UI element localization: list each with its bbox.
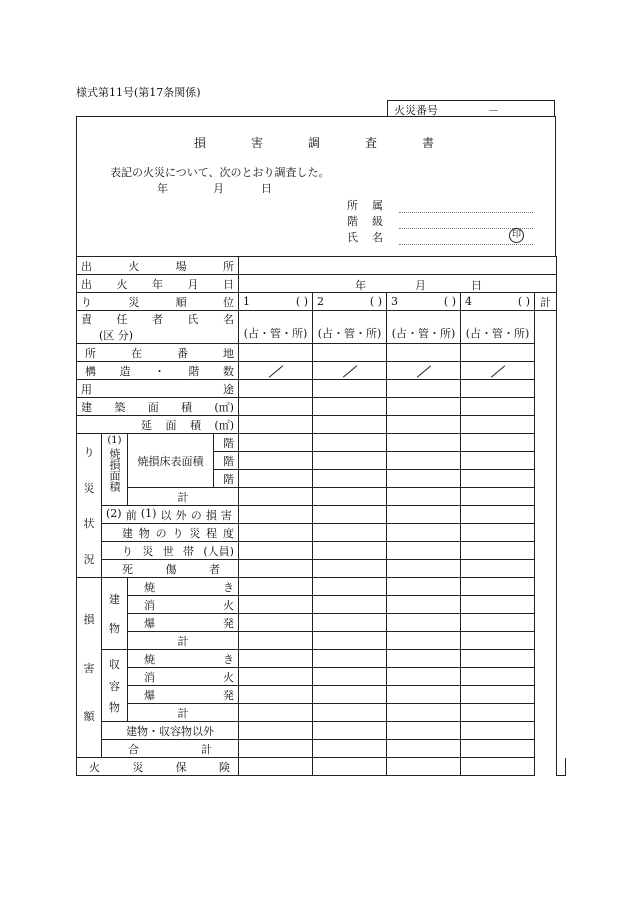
label-structure: 構 造 ・ 階 数	[85, 364, 234, 378]
row-contents-explosion: 爆 発	[77, 686, 566, 704]
structure-slash-4[interactable]	[461, 362, 535, 380]
row-contents-total: 計	[77, 704, 566, 722]
intro-text: 表記の火災について、次のとおり調査した。	[110, 166, 330, 179]
category-3[interactable]: (占・管・所)	[387, 311, 461, 344]
signer-rank-label: 階 級	[347, 215, 383, 228]
name-line	[399, 244, 533, 245]
order-col-1: 1 ( )	[239, 293, 313, 311]
fire-number-label: 火災番号	[394, 104, 438, 117]
row-building-total: 計	[77, 632, 566, 650]
row-address	[77, 344, 566, 362]
row-use	[77, 380, 566, 398]
label-burn-total: 計	[128, 488, 239, 506]
category-2[interactable]: (占・管・所)	[313, 311, 387, 344]
label-floor-area: 延 面 積 (㎡)	[141, 418, 234, 432]
label-building-area: 建 築 面 積 (㎡)	[81, 400, 234, 414]
row-burn-1: り 災 状 況 (1) 焼損面積 焼損床表面積 階	[77, 434, 566, 452]
row-degree	[77, 524, 566, 542]
order-col-3: 3 ( )	[387, 293, 461, 311]
row-other-damage	[77, 506, 566, 524]
row-casualties	[77, 560, 566, 578]
label-responsible-sub: (区 分)	[99, 329, 134, 342]
label-use: 用 途	[81, 382, 234, 396]
label-contents: 収 容 物	[102, 650, 128, 722]
order-col-4: 4 ( )	[461, 293, 535, 311]
row-grand-total	[77, 740, 566, 758]
signer-name-label: 氏 名	[347, 231, 383, 244]
order-col-2: 2 ( )	[313, 293, 387, 311]
value-date[interactable]: 年 月 日	[239, 275, 557, 293]
label-degree: 建 物 の り 災 程 度	[122, 526, 234, 540]
label-other-damage: (2) 前 (1) 以 外 の 損 害	[106, 506, 232, 522]
row-contents-extinguish: 消 火	[77, 668, 566, 686]
row-date	[77, 275, 566, 293]
row-building-explosion: 爆 発	[77, 614, 566, 632]
label-origin: 出 火 場 所	[81, 259, 234, 273]
category-4[interactable]: (占・管・所)	[461, 311, 535, 344]
row-burn-2: 階	[77, 452, 566, 470]
burn-area-side: (1) 焼損面積	[102, 434, 128, 506]
section-damage-status: り 災 状 況	[77, 434, 102, 578]
damage-table	[76, 256, 566, 776]
row-insurance	[77, 758, 566, 776]
structure-slash-1[interactable]	[239, 362, 313, 380]
row-floor-area	[77, 416, 566, 434]
affiliation-line	[399, 212, 533, 213]
row-building-extinguish: 消 火	[77, 596, 566, 614]
label-date: 出 火 年 月 日	[81, 277, 234, 291]
row-other-loss	[77, 722, 566, 740]
fire-number-value: －	[488, 104, 499, 117]
row-structure	[77, 362, 566, 380]
row-building-burn: 損 害 額 建 物 焼 き	[77, 578, 566, 596]
row-building-area	[77, 398, 566, 416]
row-households	[77, 542, 566, 560]
category-1[interactable]: (占・管・所)	[239, 311, 313, 344]
row-origin	[77, 257, 566, 275]
label-other-loss: 建物・収容物以外	[102, 722, 239, 740]
report-header	[76, 116, 556, 256]
label-burn-floor: 焼損床表面積	[128, 434, 214, 488]
seal-mark: 印	[509, 228, 524, 243]
value-origin[interactable]	[239, 257, 557, 275]
row-damage-order	[77, 293, 566, 311]
row-responsible	[77, 311, 566, 344]
row-burn-total	[77, 488, 566, 506]
label-households: り 災 世 帯 (人員)	[122, 544, 234, 558]
section-loss-amount: 損 害 額	[77, 578, 102, 758]
order-total: 計	[535, 293, 557, 311]
structure-slash-3[interactable]	[387, 362, 461, 380]
date-month: 月	[213, 182, 224, 195]
label-grand-total: 合 計	[128, 742, 212, 756]
date-day: 日	[261, 182, 272, 195]
label-insurance: 火 災 保 険	[89, 760, 230, 774]
total-column	[535, 311, 557, 776]
row-contents-burn: 収 容 物 焼 き	[77, 650, 566, 668]
label-casualties: 死 傷 者	[122, 562, 220, 576]
signer-affiliation-label: 所 属	[347, 199, 383, 212]
row-burn-3: 階	[77, 470, 566, 488]
label-damage-order: り 災 順 位	[81, 295, 234, 309]
fire-number-box	[387, 100, 555, 116]
label-responsible: 責 任 者 氏 名	[81, 313, 234, 326]
label-building: 建 物	[102, 578, 128, 650]
label-address: 所 在 番 地	[85, 346, 234, 360]
date-year: 年	[157, 182, 168, 195]
structure-slash-2[interactable]	[313, 362, 387, 380]
report-title: 損 害 調 査 書	[194, 136, 434, 150]
form-number: 様式第11号(第17条関係)	[76, 86, 201, 99]
